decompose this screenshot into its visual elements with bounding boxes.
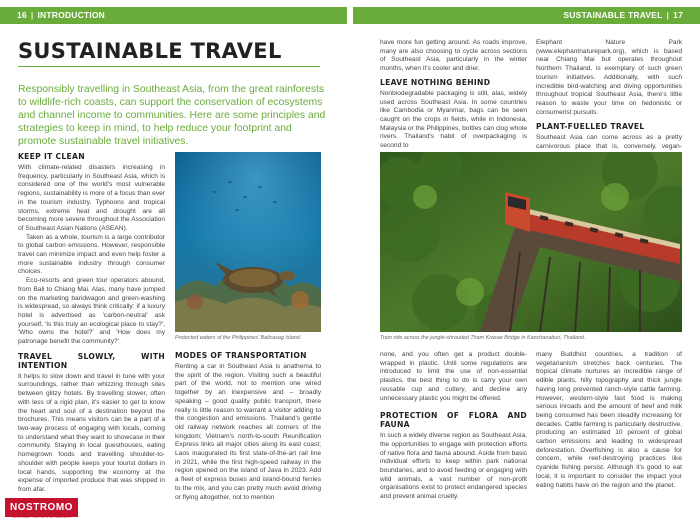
heading-travel-slowly: TRAVEL SLOWLY, WITH INTENTION (18, 351, 165, 370)
right-col2-bottom (536, 351, 682, 490)
right-col1-bottom (380, 351, 527, 502)
col1-top-text: have more fun getting around. As roads improve, many are also choosing to cycle across sections of Southeast Asia, particularly in the winter months, when it's cooler and drier. (380, 39, 527, 73)
heading-modes-of-transportation: MODES OF TRANSPORTATION (175, 351, 307, 360)
plant-fuelled-p1: Southeast Asia can come across as a pretty carnivorous place that is, conversely, vegan- (536, 134, 682, 151)
left-column (18, 152, 165, 495)
title-rule (18, 66, 320, 67)
turtle-photo-caption: Protected waters of the Philippines' Balicasag Island. (175, 335, 302, 341)
heading-protection-of-flora-and-fauna: PROTECTION OF FLORA AND FAUNA (380, 411, 527, 430)
right-page (350, 0, 700, 521)
right-page-number: 17 (673, 10, 683, 20)
train-photo-caption: Train ride across the jungle-shrouded Tham Krasae Bridge in Kanchanaburi, Thailand. (380, 335, 586, 341)
right-running-header: SUSTAINABLE TRAVEL | 17 (353, 7, 700, 24)
heading-leave-nothing-behind: LEAVE NOTHING BEHIND (380, 77, 491, 87)
left-page-number: 16 (17, 10, 27, 20)
right-header-section: SUSTAINABLE TRAVEL (563, 10, 663, 20)
keep-it-clean-p3: Eco-resorts and green tour operators abound, from Bali to Chiang Mai. Alas, many have jumped on the marketing bandwagon and green-washing is widespread, so always think critically: if a luxury hotel is advertised as 'carbon-neutral' ask yourself, 'Is this truly an ecological place to stay?', 'Who owns the hotel?' and 'How does my patronage benefit the community?'. (18, 277, 165, 346)
leave-nothing-p1: Nonbiodegradable packaging is still, alas, widely used across Southeast Asia. In some countries like Cambodia or Myanmar, bags can be seen caught on the crops in fields, while in Indonesia, Malaysia or the Philippines, bottles can clog whole rivers. Thailand's habit of overpackaging is second to (380, 89, 527, 150)
keep-it-clean-p2: Taken as a whole, tourism is a large contributor to global carbon emissions. However, responsible travel can minimize impact and even help foster a more sustainable industry through consumer choices. (18, 233, 165, 276)
col2-bottom-text: many Buddhist countries, a tradition of vegetarianism stretches back centuries. The tropical climate nurtures an incredible range of edible plants, hilly topography and thick jungle having long prevented ranch-style cattle farming. However, western-style fast food is making serious inroads and the amount of beef and milk being consumed has been steadily increasing for decades. Cattle farming is particularly destructive, producing an estimated 10 percent of global carbon emissions and leading to widespread deforestation. Overfishing is also a cause for concern, while reef-destroying practices like cyanide fishing persist. Although it's good to eat local, it is important to consider the impact your eating habits have on the region and the planet. (536, 351, 682, 489)
right-col2-top (536, 39, 682, 160)
turtle-photo (175, 152, 321, 332)
heading-plant-fuelled-travel: PLANT-FUELLED TRAVEL (536, 122, 645, 132)
intro-text: Responsibly travelling in Southeast Asia, from the great rainforests to wildlife-rich coasts, can support the conservation of ecosystems and channel income to communities. Here are some principles and strategies to keep in mind, to help reduce your footprint and promote sustainable travel initiatives. (18, 84, 326, 147)
modes-p1: Renting a car in Southeast Asia is anathema to the spirit of the region. Visiting such a beautiful part of the world, not to mention one wired together by an inexpensive and – broadly speaking – good quality public transport, there really is little reason to warrant a visitor adding to the congestion and emissions. Thailand's gentle old railway network reaches all corners of the kingdom; Vietnam's north-to-south Reunification Express links all major cities along its east coast; Laos inaugurated its first state-of-the-art rail line in 2021, while the first high-speed railway in the region opened on the island of Java in 2023. Add a fleet of express buses and island-bound ferries to the mix, and you can pretty much avoid driving or flying altogether, not to mention (175, 363, 321, 501)
nostromo-logo-sub: WEB COMPTOIR DES VOYAGEURS (12, 515, 71, 519)
col1-bottom-text: none, and you often get a product double-wrapped in plastic. Until some regulations are introduced to limit the use of non-essential plastics, the best thing to do is carry your own reusable cup and cutlery, and decline any unnecessary plastic you might be offered. (380, 351, 527, 402)
col2-top-text: Elephant Nature Park (www.elephantnaturepark.org), which is based near Chiang Mai but operates throughout Northern Thailand, is exemplary of such green tourism initiatives. Additionally, with such incredible bird-watching and diving opportunities throughout tropical Southeast Asia, there's little reason to waste your time on hedonistic or consumerist pursuits. (536, 39, 682, 116)
travel-slowly-p1: It helps to slow down and travel in tune with your surroundings, rather than whizzing through sites between glitzy hotels. By travelling slower, often with less of a rigid plan, it's easier to get to know the heart and soul of a destination beyond the brochures. This means visitors can be a part of a two-way process of engaging with locals, coming to understand what they want to showcase in their community. Staying in local guesthouses, eating homegrown foods and travelling shoulder-to-shoulder with people keeps your tourist dollars in local hands, supporting the economy at the expense of imported produce that was shipped in from afar. (18, 372, 165, 493)
keep-it-clean-p1: With climate-related disasters increasing in frequency, particularly in Southeast Asia, which is considered one of the world's most vulnerable regions, sustainability is more of a focus than ever in the tourism industry. Typhoons and tropical storms, extreme heat and drought are all becoming more severe throughout the Association of Southeast Asian Nations (ASEAN). (18, 164, 165, 232)
page-title: SUSTAINABLE TRAVEL (18, 39, 282, 63)
modes-column (175, 351, 321, 502)
left-header-section: INTRODUCTION (37, 10, 106, 20)
left-running-header: 16 | INTRODUCTION (0, 7, 347, 24)
right-col1-top (380, 39, 527, 151)
protection-p1: In such a widely diverse region as Southeast Asia, the opportunities to engage with protection efforts of native flora and fauna abound. Aside from basic individual efforts to keep within park national boundaries, and to avoid feeding or engaging with wild animals, a vast number of non-profit organisations exist to protect endangered species and prevent animal cruelty. (380, 432, 527, 501)
heading-keep-it-clean: KEEP IT CLEAN (18, 152, 85, 161)
train-photo (380, 152, 682, 332)
nostromo-logo: NOSTROMO (5, 498, 78, 517)
